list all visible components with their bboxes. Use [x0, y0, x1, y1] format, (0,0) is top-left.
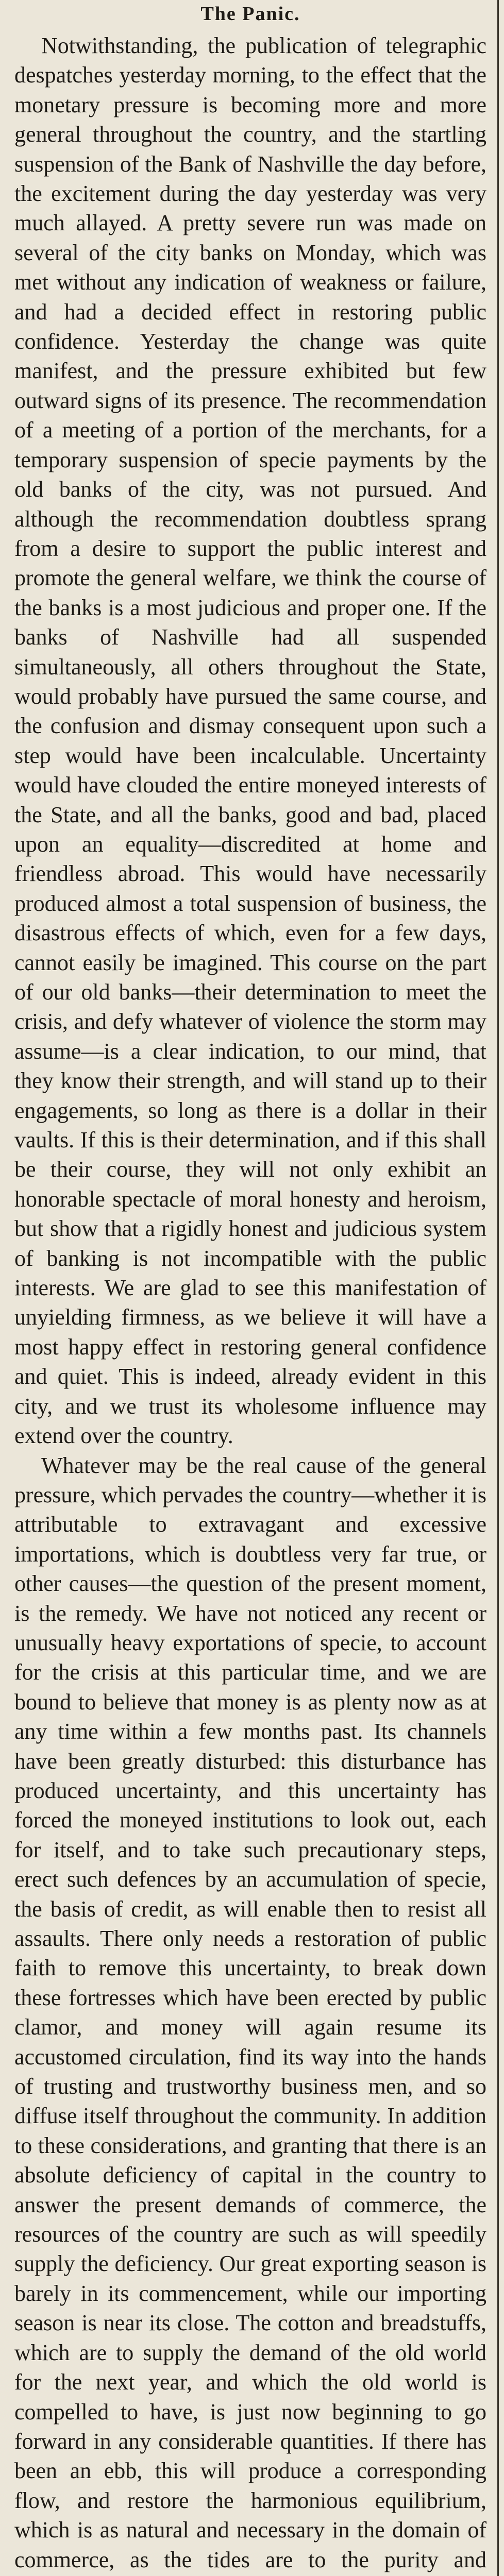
article-paragraph: Notwithstanding, the publication of telegraphic despatches yesterday morning, to the effect that the monetary pressure is becoming more and more general throughout the country, and the startling suspension of the Bank of Nashville the day before, the excitement during the day yesterday was very much allayed. A pretty severe run was made on several of the city banks on Monday, which was met without any indication of weakness or failure, and had a decided effect in restoring public confidence. Yesterday the change was quite manifest, and the pressure exhibited but few outward signs of its presence. The recommendation of a meeting of a portion of the merchants, for a temporary suspension of specie payments by the old banks of the city, was not pursued. And although the recommendation doubtless sprang from a desire to support the public interest and promote the general welfare, we think the course of the banks is a most judicious and proper one. If the banks of Nashville had all suspended simultaneously, all others throughout the State, would probably have pursued the same course, and the confusion and dismay consequent upon such a step would have been incalculable. Uncertainty would have clouded the entire moneyed interests of the State, and all the banks, good and bad, placed upon an equality—discredited at home and friendless abroad. This would have necessarily produced almost a total suspension of business, the disastrous effects of which, even for a few days, cannot easily be imagined. This course on the part of our old banks—their determination to meet the crisis, and defy whatever of violence the storm may assume—is a clear indication, to our mind, that they know their strength, and will stand up to their engagements, so long as there is a dollar in their vaults. If this is their determination, and if this shall be their course, they will not only exhibit an honorable spectacle of moral honesty and heroism, but show that a rigidly honest and judicious system of banking is not incompatible with the public interests. We are glad to see this manifestation of unyielding firmness, as we believe it will have a most happy effect in restoring general confidence and quiet. This is indeed, already evident in this city, and we trust its wholesome influence may extend over the country. — [14, 33, 486, 1449]
article-paragraph: Whatever may be the real cause of the general pressure, which pervades the country—whether it is attributable to extravagant and excessive importations, which is doubtless very far true, or other causes—the question of the present moment, is the remedy. We have not noticed any recent or unusually heavy exportations of specie, to account for the crisis at this particular time, and we are bound to believe that money is as plenty now as at any time within a few months past. Its channels have been greatly disturbed: this disturbance has produced uncertainty, and this uncertainty has forced the moneyed institutions to look out, each for itself, and to take such precautionary steps, erect such defences by an accumulation of specie, the basis of credit, as will enable then to resist all assaults. There only needs a restoration of public faith to remove this uncertainty, to break down these fortresses which have been erected by public clamor, and money will again resume its accustomed circulation, find its way into the hands of trusting and trustworthy business men, and so diffuse itself throughout the community. In addition to these considerations, and granting that there is an absolute deficiency of capital in the country to answer the present demands of commerce, the resources of the country are such as will speedily supply the deficiency. Our great exporting season is barely in its commencement, while our importing season is near its close. The cotton and breadstuffs, which are to supply the demand of the old world for the next year, and which the old world is compelled to have, is just now beginning to go forward in any considerable quantities. If there has been an ebb, this will produce a corresponding flow, and restore the harmonious equilibrium, which is as natural and necessary in the domain of commerce, as the tides are to the purity and — [14, 1452, 486, 2572]
column-rule — [497, 0, 499, 2576]
article-headline: The Panic. — [200, 3, 300, 25]
